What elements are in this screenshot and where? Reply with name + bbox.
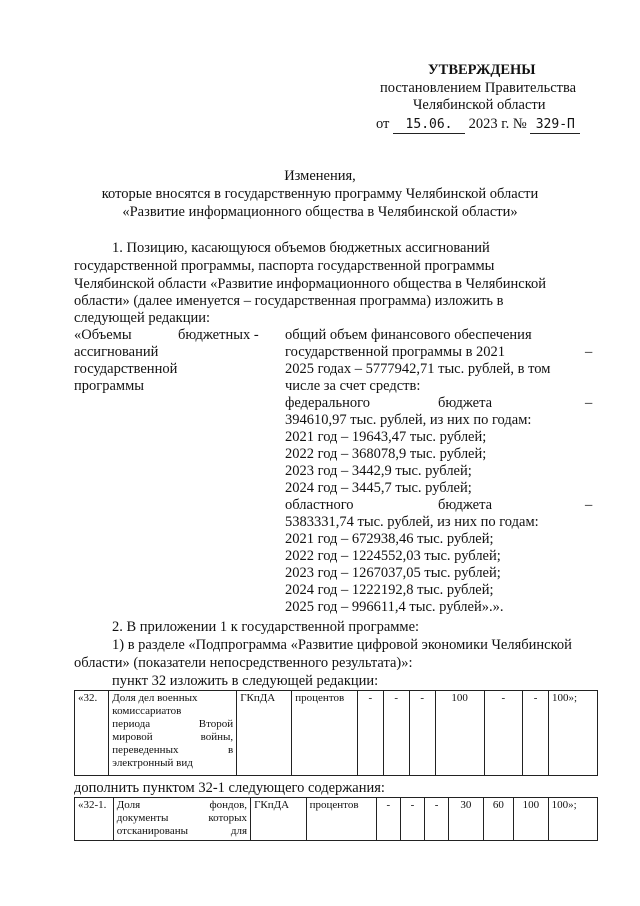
row-number: «32-1. <box>78 799 107 811</box>
passport-r8: 2022 год – 368078,9 тыс. рублей; <box>285 446 487 462</box>
indicator-name-word: в <box>227 744 234 756</box>
value-cell: - <box>409 691 435 776</box>
org-value: ГКпДА <box>254 799 290 811</box>
para1-line4: области» (далее именуется – государственная программа) изложить в <box>74 293 504 309</box>
indicator-name-word: Второй <box>198 718 234 730</box>
row-number: «32. <box>78 692 98 704</box>
passport-r13: 2021 год – 672938,46 тыс. рублей; <box>285 531 494 547</box>
para2-line5: дополнить пунктом 32-1 следующего содержания: <box>74 780 385 796</box>
indicator-name-line <box>112 744 233 757</box>
approval-title: УТВЕРЖДЕНЫ <box>428 62 536 78</box>
passport-left-l4: программы <box>74 378 144 394</box>
passport-r2a: государственной программы в 2021 <box>285 344 506 360</box>
passport-left-l1b: бюджетных - <box>178 327 259 343</box>
approval-line1: постановлением Правительства <box>380 80 577 96</box>
para1-line2: государственной программы, паспорта государственной программы <box>74 258 495 274</box>
indicator-name-word: документы <box>116 812 169 824</box>
passport-r11c: – <box>585 497 593 513</box>
org-value: ГКпДА <box>240 692 276 704</box>
unit-cell <box>306 798 376 841</box>
heading-line3: «Развитие информационного общества в Челябинской области» <box>122 204 518 220</box>
value-cell: - <box>400 798 424 841</box>
value-cell: - <box>484 691 522 776</box>
indicator-name-line <box>112 718 233 731</box>
para1-line3: Челябинской области «Развитие информационного общества в Челябинской <box>74 276 547 292</box>
heading-line1: Изменения, <box>284 168 356 184</box>
table-row <box>75 691 598 776</box>
indicator-name-word: периода <box>112 718 151 730</box>
indicator-name-word: для <box>230 825 248 837</box>
org-cell <box>251 798 307 841</box>
value-cell: - <box>523 691 549 776</box>
para1-line1: 1. Позицию, касающуюся объемов бюджетных ассигнований <box>112 240 490 256</box>
passport-r5b: бюджета <box>438 395 493 411</box>
row-number-cell <box>75 798 114 841</box>
org-cell <box>237 691 292 776</box>
approval-number: 329-П <box>530 116 580 134</box>
passport-left-l3: государственной <box>74 361 178 377</box>
passport-r7: 2021 год – 19643,47 тыс. рублей; <box>285 429 487 445</box>
heading-line2: которые вносятся в государственную программу Челябинской области <box>101 186 539 202</box>
passport-left-l2: ассигнований <box>74 344 159 360</box>
passport-r10: 2024 год – 3445,7 тыс. рублей; <box>285 480 472 496</box>
value-cell: 100»; <box>548 798 597 841</box>
indicator-name-line <box>112 731 233 744</box>
para2-line4: пункт 32 изложить в следующей редакции: <box>112 673 379 689</box>
indicator-name-line: комиссариатов <box>112 705 182 717</box>
value-cell: 60 <box>483 798 513 841</box>
indicator-name-word: которых <box>208 812 248 824</box>
unit-value: процентов <box>309 799 359 811</box>
passport-r2b: – <box>585 344 593 360</box>
table-row <box>75 798 598 841</box>
passport-r16: 2024 год – 1222192,8 тыс. рублей; <box>285 582 494 598</box>
indicator-name-line: Доля дел военных <box>112 692 198 704</box>
value-cell: 100 <box>435 691 484 776</box>
value-cell: - <box>376 798 400 841</box>
approval-date: 15.06. <box>393 116 465 134</box>
passport-r14: 2022 год – 1224552,03 тыс. рублей; <box>285 548 501 564</box>
passport-r15: 2023 год – 1267037,05 тыс. рублей; <box>285 565 501 581</box>
passport-left-l1a: «Объемы <box>74 327 132 343</box>
passport-r3: 2025 годах – 5777942,71 тыс. рублей, в том <box>285 361 551 377</box>
unit-cell <box>292 691 358 776</box>
para2-line2: 1) в разделе «Подпрограмма «Развитие цифровой экономики Челябинской <box>112 637 572 653</box>
para1-line5: следующей редакции: <box>74 310 211 326</box>
unit-value: процентов <box>295 692 345 704</box>
indicator-name-word: мировой <box>112 731 153 743</box>
value-cell: 100 <box>514 798 549 841</box>
para2-line3: области» (показатели непосредственного результата)»: <box>74 655 413 671</box>
indicator-name-line <box>117 799 247 812</box>
approval-year: 2023 г. № <box>468 116 527 132</box>
passport-r6: 394610,97 тыс. рублей, из них по годам: <box>285 412 532 428</box>
row-number-cell <box>75 691 109 776</box>
indicator-name-word: Доля <box>116 799 141 811</box>
approval-line2: Челябинской области <box>413 97 546 113</box>
passport-r11b: бюджета <box>438 497 493 513</box>
passport-r12: 5383331,74 тыс. рублей, из них по годам: <box>285 514 539 530</box>
indicator-table-32 <box>74 690 598 776</box>
passport-r5c: – <box>585 395 593 411</box>
value-cell: - <box>383 691 409 776</box>
value-cell: 30 <box>449 798 484 841</box>
value-cell: - <box>425 798 449 841</box>
indicator-table-32-1 <box>74 797 598 841</box>
indicator-name-line <box>117 825 247 838</box>
passport-r17: 2025 год – 996611,4 тыс. рублей».». <box>285 599 504 615</box>
approval-date-line <box>376 116 580 134</box>
passport-r5a: федерального <box>285 395 370 411</box>
passport-r4: числе за счет средств: <box>285 378 421 394</box>
value-cell: - <box>357 691 383 776</box>
indicator-name-word: отсканированы <box>116 825 188 837</box>
passport-r11a: областного <box>285 497 354 513</box>
indicator-name-line: электронный вид <box>112 757 193 769</box>
para2-line1: 2. В приложении 1 к государственной программе: <box>112 619 420 635</box>
passport-r1: общий объем финансового обеспечения <box>285 327 532 343</box>
value-cell: 100»; <box>549 691 598 776</box>
indicator-name-word: переведенных <box>112 744 179 756</box>
indicator-name-cell <box>113 798 250 841</box>
approval-from-prefix: от <box>376 116 390 132</box>
indicator-name-cell <box>109 691 237 776</box>
indicator-name-line <box>117 812 247 825</box>
passport-r9: 2023 год – 3442,9 тыс. рублей; <box>285 463 472 479</box>
indicator-name-word: фондов, <box>209 799 248 811</box>
indicator-name-word: войны, <box>200 731 234 743</box>
